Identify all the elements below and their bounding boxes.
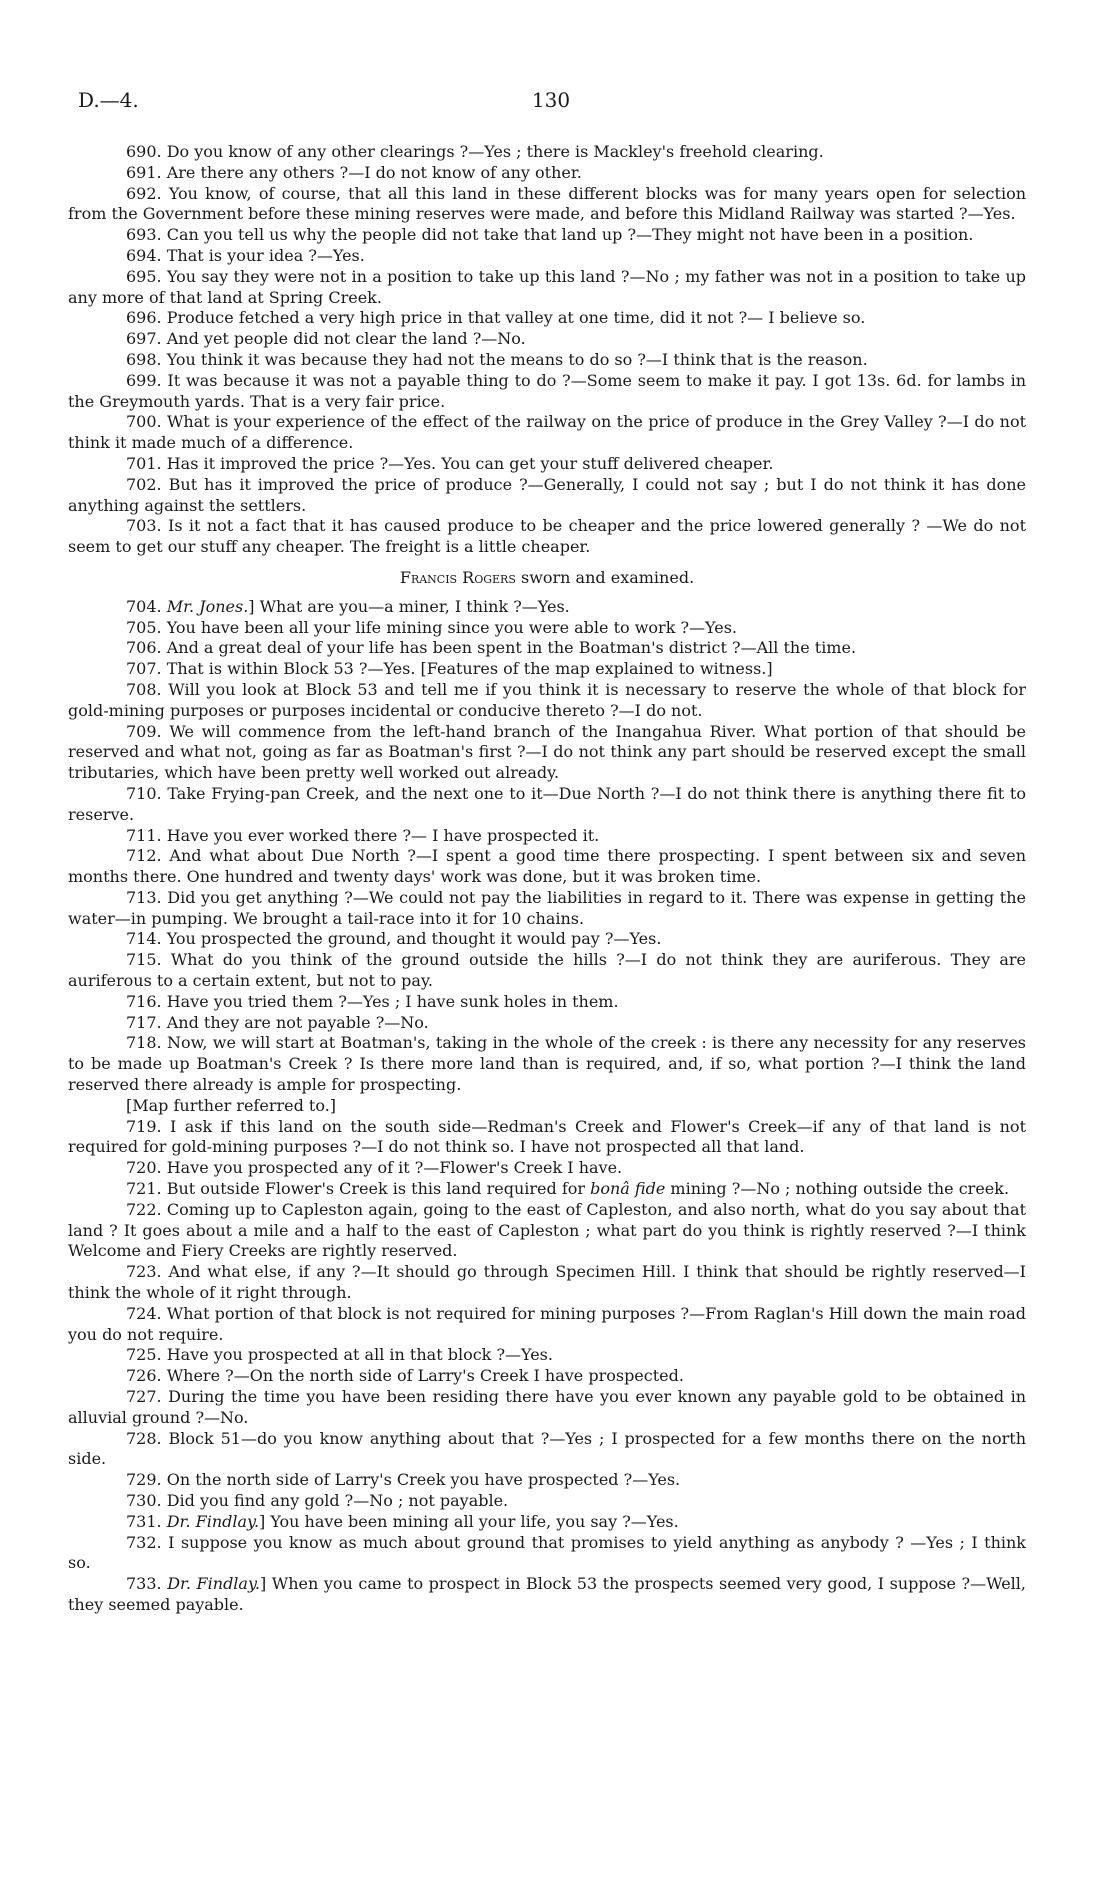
question-733 xyxy=(68,1574,1026,1616)
question-text: ] What are you—a miner, I think ?—Yes. xyxy=(248,596,570,616)
question-720: 720. Have you prospected any of it ?—Flower's Creek I have. xyxy=(126,1158,623,1178)
question-725: 725. Have you prospected at all in that block ?—Yes. xyxy=(126,1345,553,1365)
question-697: 697. And yet people did not clear the land ?—No. xyxy=(126,329,526,349)
question-690: 690. Do you know of any other clearings ?—Yes ; there is Mackley's freehold clearing. xyxy=(126,142,824,161)
question-705: 705. You have been all your life mining since you were able to work ?—Yes. xyxy=(126,617,737,637)
question-695: 695. You say they were not in a position to take up this land ?—No ; my father was not in a position to take up any more of that land at Spring Creek. xyxy=(68,266,1026,307)
question-719: 719. I ask if this land on the south side—Redman's Creek and Flower's Creek—if any of that land is not required for gold-mining purposes ?—I do not think so. I have not prospected all that land. xyxy=(68,1116,1026,1157)
italic-phrase: bonâ fide xyxy=(590,1179,666,1199)
question-694: 694. That is your idea ?—Yes. xyxy=(126,245,365,265)
question-718: 718. Now, we will start at Boatman's, taking in the whole of the creek : is there any necessity for any reserves to be made up Boatman's Creek ? Is there more land than is required, and, if so, what portion ?—I think the land reserved there already is ample for prospecting. xyxy=(68,1033,1026,1095)
question-727: 727. During the time you have been residing there have you ever known any payable gold to be obtained in alluvial ground ?—No. xyxy=(68,1387,1026,1427)
page-number: 130 xyxy=(531,88,571,112)
question-722: 722. Coming up to Capleston again, going to the east of Capleston, and also north, what do you say about that land ? It goes about a mile and a half to the east of Capleston ; what part do you think is rightly reserved ?—I think Welcome and Fiery Creeks are rightly reserved. xyxy=(68,1199,1026,1261)
document-code: D.—4. xyxy=(78,88,139,112)
speaker-name: Mr. Jones. xyxy=(166,596,249,616)
question-number: 731. xyxy=(126,1511,167,1531)
question-691: 691. Are there any others ?—I do not know of any other. xyxy=(126,162,582,182)
question-732: 732. I suppose you know as much about ground that promises to yield anything as anybody ? —Yes ; I think so. xyxy=(68,1532,1026,1573)
question-714: 714. You prospected the ground, and thought it would pay ?—Yes. xyxy=(126,929,662,949)
transcript-body xyxy=(68,142,1026,1616)
question-730: 730. Did you find any gold ?—No ; not payable. xyxy=(126,1491,509,1510)
question-text: mining ?—No ; nothing outside the creek. xyxy=(665,1179,1010,1199)
question-716: 716. Have you tried them ?—Yes ; I have sunk holes in them. xyxy=(126,991,619,1011)
witness-name: Francis Rogers xyxy=(399,567,516,587)
question-number: 704. xyxy=(126,596,167,616)
question-728: 728. Block 51—do you know anything about that ?—Yes ; I prospected for a few months there on the north side. xyxy=(68,1428,1026,1469)
question-723: 723. And what else, if any ?—It should go through Specimen Hill. I think that should be rightly reserved—I think the whole of it right through. xyxy=(68,1262,1026,1303)
question-731 xyxy=(68,1512,1026,1533)
question-706: 706. And a great deal of your life has been spent in the Boatman's district ?—All the time. xyxy=(126,638,857,658)
question-693: 693. Can you tell us why the people did not take that land up ?—They might not have been in a position. xyxy=(126,225,974,245)
question-704 xyxy=(68,597,1026,618)
question-710: 710. Take Frying-pan Creek, and the next one to it—Due North ?—I do not think there is anything there fit to reserve. xyxy=(68,783,1026,824)
question-724: 724. What portion of that block is not required for mining purposes ?—From Raglan's Hill down the main road you do not require. xyxy=(68,1303,1026,1344)
question-696: 696. Produce fetched a very high price in that valley at one time, did it not ?— I believe so. xyxy=(126,308,866,328)
question-715: 715. What do you think of the ground outside the hills ?—I do not think they are auriferous. They are auriferous to a certain extent, but not to pay. xyxy=(68,950,1026,991)
question-713: 713. Did you get anything ?—We could not pay the liabilities in regard to it. There was expense in getting the water—in pumping. We brought a tail-race into it for 10 chains. xyxy=(68,887,1026,928)
question-709: 709. We will commence from the left-hand branch of the Inangahua River. What portion of that should be reserved and what not, going as far as Boatman's first ?—I do not think any part should be reserved except the small tributaries, which have been pretty well worked out already. xyxy=(68,721,1026,783)
question-712: 712. And what about Due North ?—I spent a good time there prospecting. I spent between six and seven months there. One hundred and twenty days' work was done, but it was broken time. xyxy=(68,846,1026,887)
question-711: 711. Have you ever worked there ?— I have prospected it. xyxy=(126,825,600,845)
question-707: 707. That is within Block 53 ?—Yes. [Features of the map explained to witness.] xyxy=(126,659,773,679)
question-701: 701. Has it improved the price ?—Yes. You can get your stuff delivered cheaper. xyxy=(126,453,774,473)
page-header xyxy=(78,88,1024,120)
question-717: 717. And they are not payable ?—No. xyxy=(126,1012,429,1032)
witness-heading xyxy=(68,568,1026,589)
speaker-name: Dr. Findlay. xyxy=(167,1574,260,1594)
question-text: ] When you came to prospect in Block 53 the prospects seemed very good, I suppose ?—Well, they seemed payable. xyxy=(68,1574,1026,1614)
question-692: 692. You know, of course, that all this land in these different blocks was for many years open for selection from the Government before these mining reserves were made, and before this Midland Railway was started ?—Yes. xyxy=(68,183,1026,224)
question-700: 700. What is your experience of the effect of the railway on the price of produce in the Grey Valley ?—I do not think it made much of a difference. xyxy=(68,412,1026,453)
speaker-name: Dr. Findlay. xyxy=(166,1511,260,1531)
question-708: 708. Will you look at Block 53 and tell me if you think it is necessary to reserve the whole of that block for gold-mining purposes or purposes incidental or conducive thereto ?—I do not. xyxy=(68,679,1026,720)
question-726: 726. Where ?—On the north side of Larry's Creek I have prospected. xyxy=(126,1366,684,1386)
question-702: 702. But has it improved the price of produce ?—Generally, I could not say ; but I do not think it has done anything against the settlers. xyxy=(68,474,1026,515)
witness-heading-rest: sworn and examined. xyxy=(515,567,695,587)
question-number: 733. xyxy=(126,1574,168,1594)
question-703: 703. Is it not a fact that it has caused produce to be cheaper and the price lowered generally ? —We do not seem to get our stuff any cheaper. The freight is a little cheaper. xyxy=(68,516,1026,557)
question-699: 699. It was because it was not a payable thing to do ?—Some seem to make it pay. I got 13s. 6d. for lambs in the Greymouth yards. That is a very fair price. xyxy=(68,370,1026,411)
question-text-start: 721. But outside Flower's Creek is this land required for xyxy=(126,1179,591,1199)
question-721 xyxy=(68,1179,1026,1200)
question-text: ] You have been mining all your life, you say ?—Yes. xyxy=(259,1511,679,1531)
map-note: [Map further referred to.] xyxy=(126,1095,337,1115)
question-729: 729. On the north side of Larry's Creek you have prospected ?—Yes. xyxy=(126,1470,681,1490)
question-698: 698. You think it was because they had not the means to do so ?—I think that is the reason. xyxy=(126,349,868,369)
